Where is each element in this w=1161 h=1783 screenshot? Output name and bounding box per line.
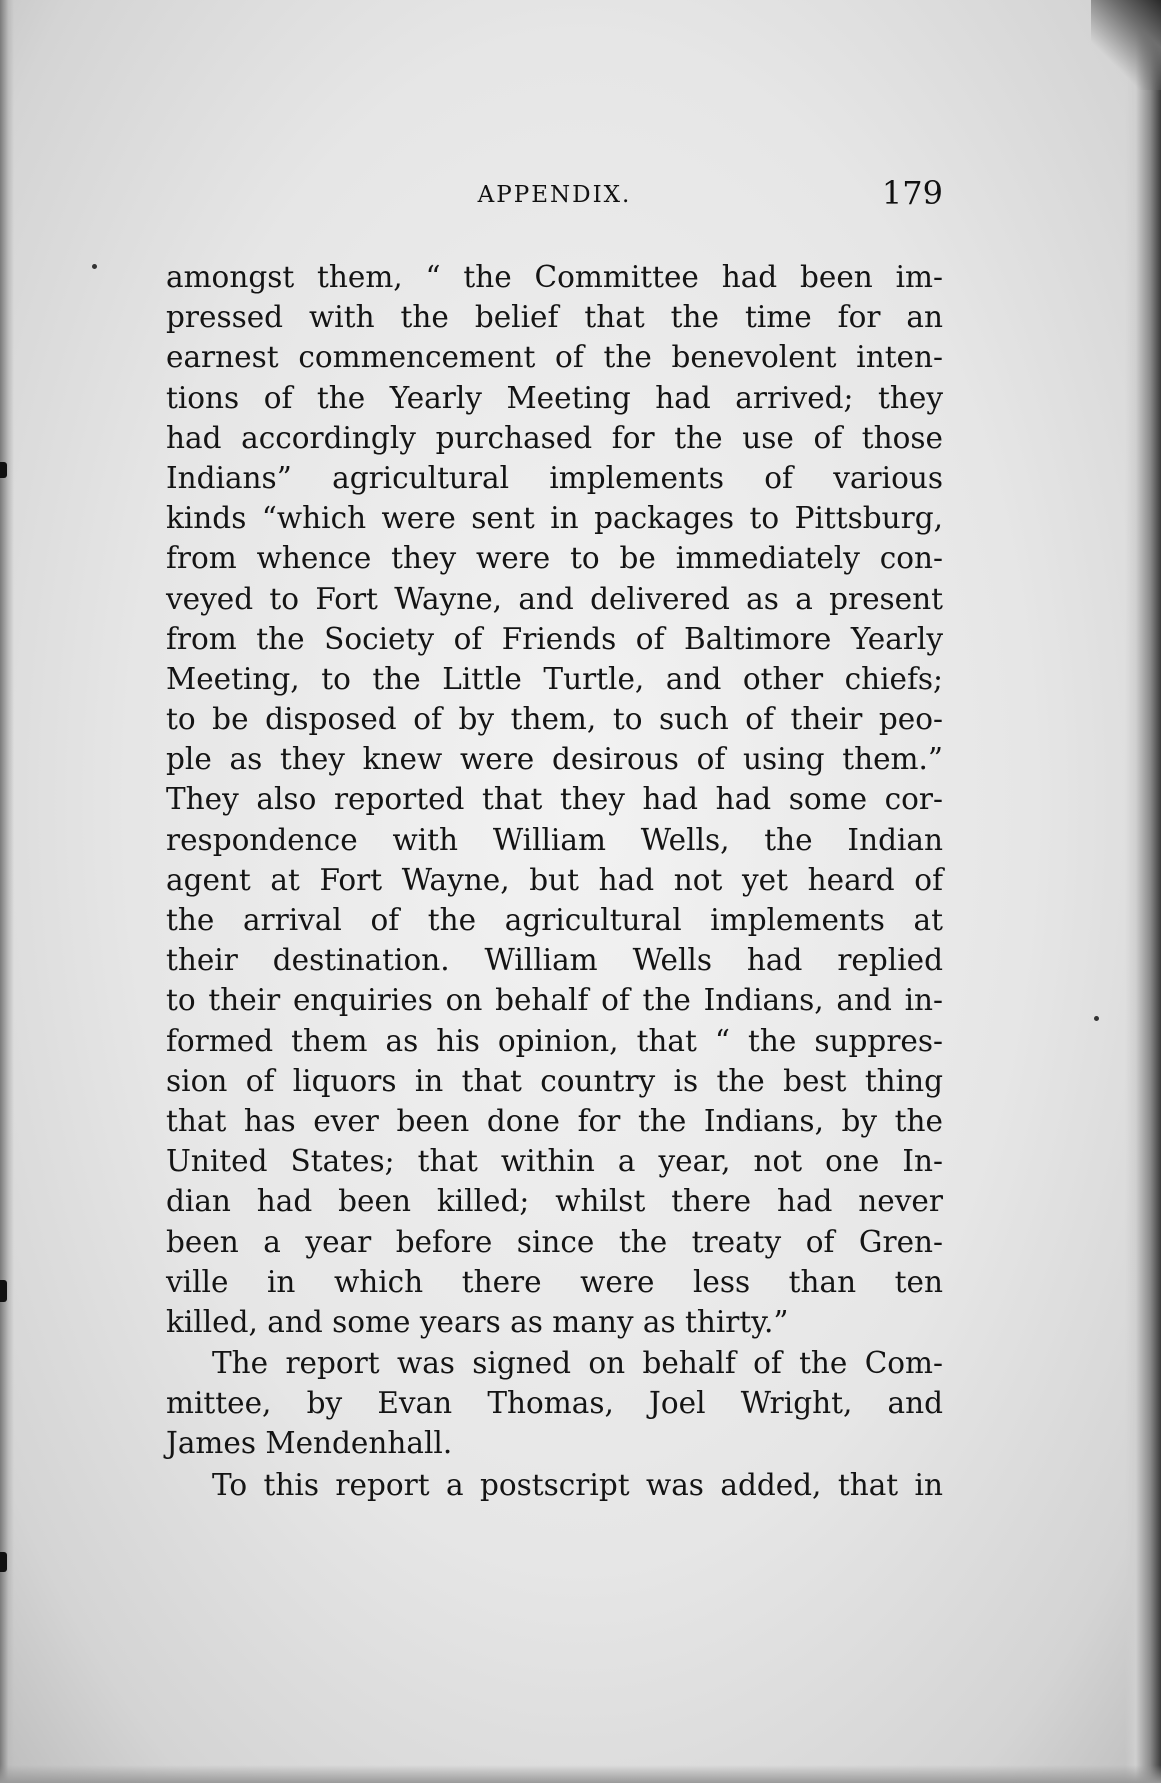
- text-line: from the Society of Friends of Baltimore Yearly: [166, 621, 943, 656]
- text-line: the arrival of the agricultural implements at: [166, 903, 943, 937]
- text-line: earnest commencement of the benevolent inten-: [166, 340, 943, 375]
- text-line: ville in which there were less than ten: [166, 1264, 943, 1299]
- page-right-edge-shadow: [1125, 0, 1161, 1783]
- text-line: to be disposed of by them, to such of their peo-: [166, 702, 943, 737]
- text-line: James Mendenhall.: [166, 1426, 453, 1461]
- text-line: had accordingly purchased for the use of those: [166, 420, 943, 455]
- text-line: veyed to Fort Wayne, and delivered as a present: [166, 581, 943, 616]
- paper-speck: [1094, 1016, 1099, 1021]
- text-line: sion of liquors in that country is the best thing: [166, 1063, 943, 1098]
- page-header: [166, 170, 943, 220]
- text-line: They also reported that they had had some cor-: [166, 782, 943, 817]
- paper-speck: [92, 264, 97, 269]
- text-line: The report was signed on behalf of the Com-: [212, 1346, 943, 1381]
- text-line: respondence with William Wells, the Indian: [166, 822, 943, 857]
- text-line: Meeting, to the Little Turtle, and other chiefs;: [166, 661, 943, 696]
- text-line: agent at Fort Wayne, but had not yet heard of: [166, 862, 943, 897]
- text-line: pressed with the belief that the time for an: [166, 300, 943, 335]
- text-line: from whence they were to be immediately con-: [166, 541, 943, 576]
- text-line: To this report a postscript was added, that in: [212, 1467, 943, 1502]
- text-line: tions of the Yearly Meeting had arrived; they: [166, 380, 943, 415]
- text-line: ple as they knew were desirous of using them.”: [166, 742, 943, 777]
- binding-mark: [0, 462, 7, 478]
- text-line: their destination. William Wells had replied: [166, 943, 943, 978]
- page-number: 179: [881, 174, 943, 212]
- text-line: amongst them, “ the Committee had been im-: [166, 260, 943, 294]
- text-line: dian had been killed; whilst there had never: [166, 1184, 943, 1219]
- text-line: Indians” agricultural implements of various: [166, 460, 943, 495]
- text-line: to their enquiries on behalf of the Indians, and in-: [166, 983, 943, 1018]
- page-bottom-edge-shadow: [0, 1765, 1161, 1783]
- page-left-edge-shadow: [0, 0, 14, 1783]
- binding-mark: [0, 1280, 7, 1302]
- text-line: formed them as his opinion, that “ the suppres-: [166, 1023, 943, 1058]
- text-line: been a year before since the treaty of Gren-: [166, 1224, 943, 1259]
- text-line: United States; that within a year, not one In-: [166, 1144, 943, 1179]
- text-line: mittee, by Evan Thomas, Joel Wright, and: [166, 1386, 943, 1421]
- page-corner-shadow: [1091, 0, 1161, 90]
- text-line: kinds “which were sent in packages to Pittsburg,: [166, 501, 943, 536]
- body-text: [166, 257, 943, 1505]
- binding-mark: [0, 1552, 7, 1572]
- text-line: that has ever been done for the Indians, by the: [166, 1103, 943, 1138]
- running-head: APPENDIX.: [477, 182, 632, 208]
- text-line: killed, and some years as many as thirty.”: [166, 1304, 789, 1339]
